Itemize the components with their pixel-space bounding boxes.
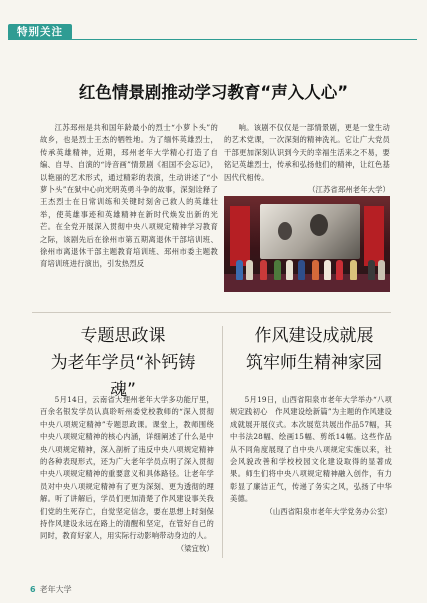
article3-source: （山西省阳泉市老年大学党务办公室） — [265, 506, 392, 516]
article1-column-right — [224, 122, 390, 196]
stage-screen — [260, 204, 360, 259]
article1-paragraph-continued: 响。该剧不仅仅是一部情景剧，更是一堂生动的艺术党课，一次深刻的精神洗礼。它让广大党员干部更加深刻认识到今天的幸福生活来之不易，要铭记英雄烈士，传承和弘扬他们的精神，让红色基因代代相传。 — [224, 123, 390, 182]
article2-paragraph: 5月14日，云南省大理州老年大学多功能厅里，百余名银发学员认真聆听州委党校教师的“深入贯彻中央八项规定精神”专题思政课。课堂上，教师围绕中央八项规定精神的核心内涵，详细阐述了什么是中央八项规定精神，深入剖析了违反中央八项规定精神的各种表现形式，还为广大老年学员点明了深入贯彻中央八项规定精神的重要意义和具体路径。让老年学员对中央八项规定精神有了更为深刻、更为透彻的理解。听了讲解后，学员们更加清楚了作风建设事关我们党的生死存亡，自觉坚定信念，要在思想上时刻保持作风建设永远在路上的清醒和坚定，在管好自己的同时，教育好家人，用实际行动影响带动身边的人。 — [40, 395, 214, 541]
article3-paragraph: 5月19日，山西省阳泉市老年大学举办“八项规定践初心 作风建设绘新篇”为主题的作风建设成就展开展仪式。本次展览共展出作品57幅，其中书法28幅、绘画15幅、剪纸14幅。这些作品从不同角度展现了自中央八项规定实施以来，社会风貌改善和学校校园文化建设取得的显著成果。师生们将中央八项规定精神融入创作，有力彰显了廉洁正气，传递了务实之风，弘扬了中华美德。 — [230, 395, 392, 504]
red-banner-left — [230, 206, 250, 266]
section-rule — [8, 39, 417, 40]
article1-source: （江苏省邳州老年大学） — [308, 185, 390, 195]
red-banner-right — [364, 206, 384, 266]
article1-title: 红色情景剧推动学习教育“声入人心” — [78, 83, 349, 102]
article2-body — [40, 394, 214, 555]
stage-performance-photo — [224, 196, 390, 292]
column-divider — [222, 326, 223, 558]
page-number: 6 — [30, 585, 36, 594]
article2-title: 专题思政课 为老年学员“补钙铸魂” — [50, 326, 196, 400]
article1-column-left — [40, 122, 218, 271]
article1-paragraph: 江苏邳州是共和国年龄最小的烈士“小萝卜头”的故乡，也是烈士王杰的牺牲地。为了缅怀英雄烈士，传承英雄精神，近期，邳州老年大学精心打造了自编、自导、自演的“诗音画”情景剧《祖国不会忘记》，以艳丽的艺术形式，通过精彩的表演，生动讲述了“小萝卜头”在狱中心向光明英勇斗争的故事，深刻诠释了王杰烈士在日常训练和关键时刻舍己救人的英雄壮举，使英雄事迹和英雄精神在新时代焕发出新的光芒。在全党开展深入贯彻中央八项规定精神学习教育之际，该剧先后在徐州市第五期离退休干部培训班、徐州市离退休干部主题教育培训班、邳州市委主题教育培训班进行演出，引发热烈反 — [40, 123, 218, 269]
page-footer — [30, 584, 72, 595]
article2-source: （梁宜牧） — [176, 543, 214, 553]
section-divider — [32, 312, 391, 313]
article3-title: 作风建设成就展 筑牢师生精神家园 — [246, 326, 382, 373]
section-tag: 特别关注 — [8, 24, 72, 40]
magazine-name: 老年大学 — [39, 585, 72, 594]
article3-body — [230, 394, 392, 518]
